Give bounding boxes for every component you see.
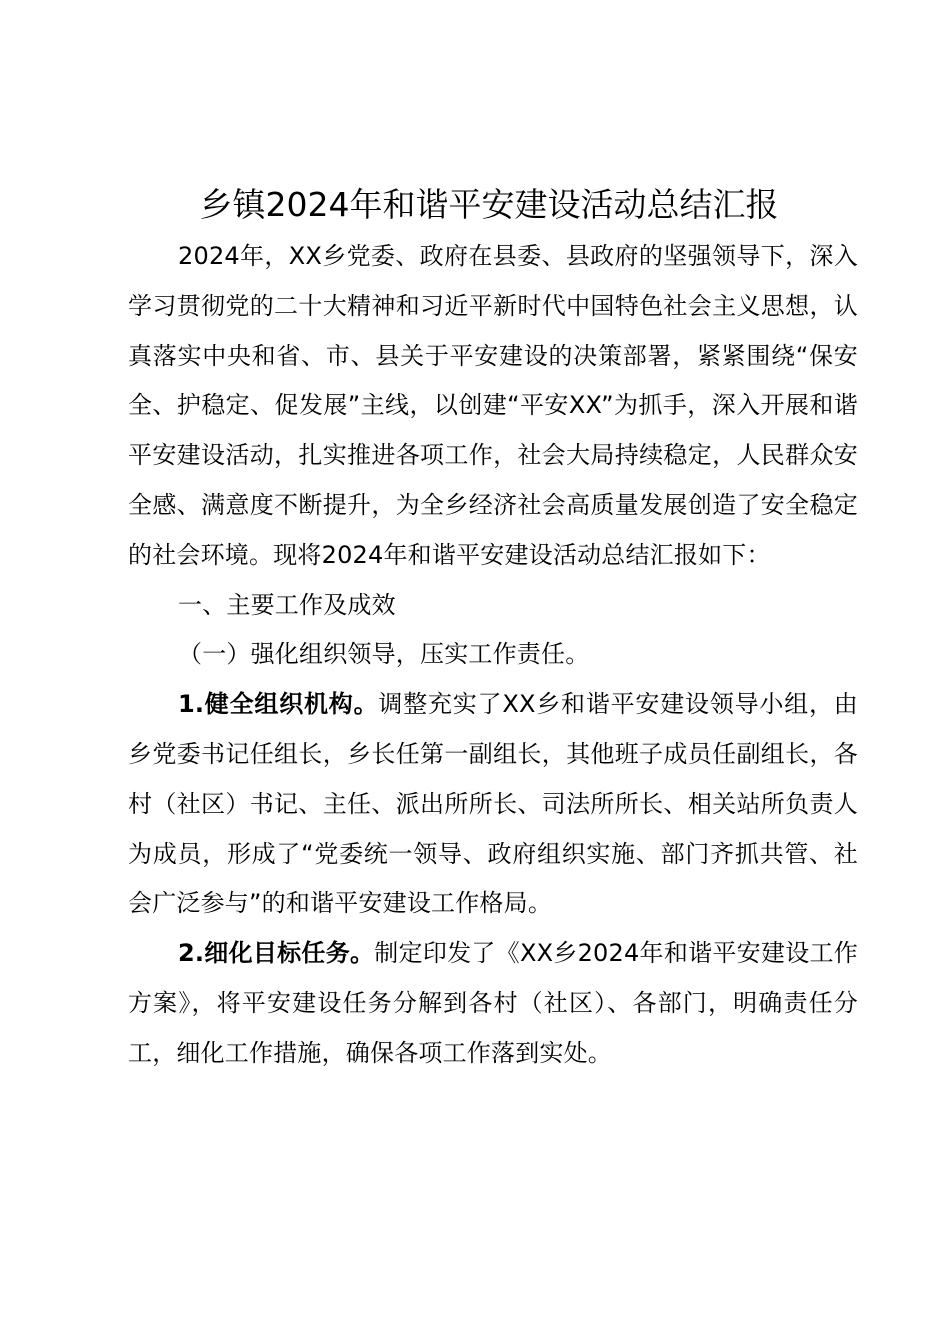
document-page [128, 180, 858, 1079]
item-paragraph-1 [128, 680, 858, 929]
item-body-2: 制定印发了《XX乡2024年和谐平安建设工作方案》，将平安建设任务分解到各村（社区）、各部门，明确责任分工，细化工作措施，确保各项工作落到实处。 [128, 939, 858, 1067]
subsection-heading: （一）强化组织领导，压实工作责任。 [178, 640, 590, 669]
intro-paragraph: 2024年，XX乡党委、政府在县委、县政府的坚强领导下，深入学习贯彻党的二十大精神和习近平新时代中国特色社会主义思想，认真落实中央和省、市、县关于平安建设的决策部署，紧紧围绕“保安全、护稳定、促发展”主线，以创建“平安XX”为抓手，深入开展和谐平安建设活动，扎实推进各项工作，社会大局持续稳定，人民群众安全感、满意度不断提升，为全乡经济社会高质量发展创造了安全稳定的社会环境。现将2024年和谐平安建设活动总结汇报如下： [128, 242, 858, 569]
item-lead-2: 2.细化目标任务。 [178, 939, 375, 968]
item-body-1: 调整充实了XX乡和谐平安建设领导小组，由乡党委书记任组长，乡长任第一副组长，其他班子成员任副组长，各村（社区）书记、主任、派出所所长、司法所所长、相关站所负责人为成员，形成了“党委统一领导、政府组织实施、部门齐抓共管、社会广泛参与”的和谐平安建设工作格局。 [128, 690, 858, 918]
item-paragraph-2 [128, 929, 858, 1078]
section-heading: 一、主要工作及成效 [178, 590, 396, 619]
document-title: 乡镇2024年和谐平安建设活动总结汇报 [199, 185, 779, 224]
item-lead-1: 1.健全组织机构。 [178, 690, 379, 719]
